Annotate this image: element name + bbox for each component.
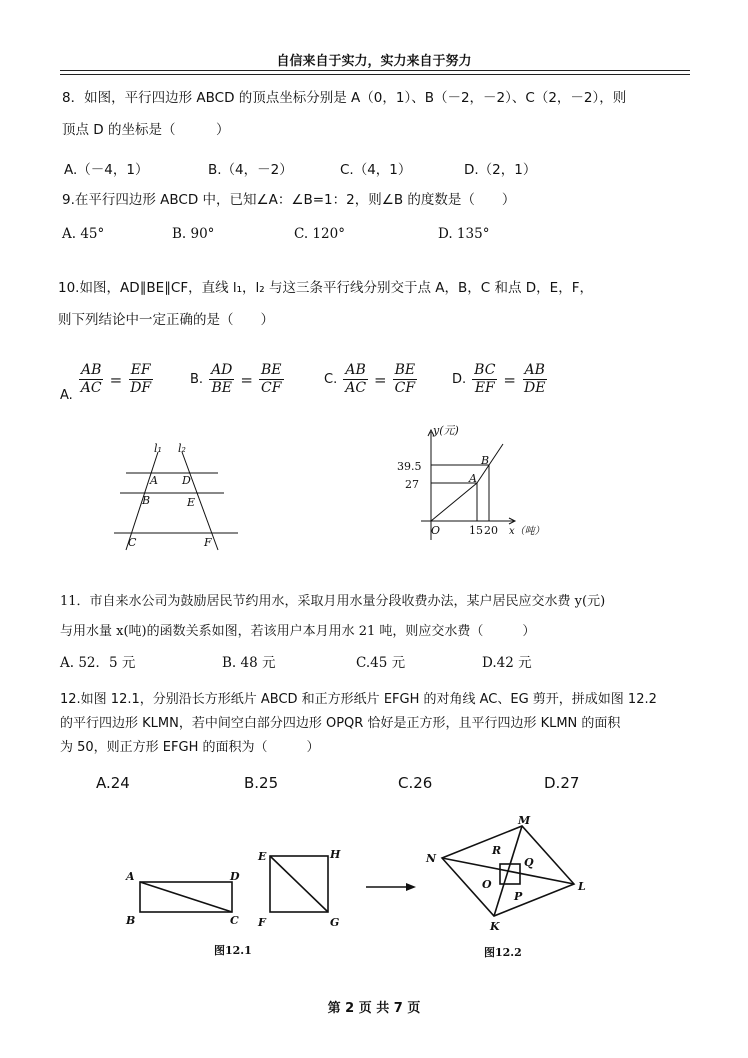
point-n-label: N <box>426 852 437 865</box>
y-axis-label: y(元) <box>433 424 459 437</box>
q11-option-a: A. 52．5 元 <box>60 655 136 671</box>
point-c-label: C <box>128 536 137 549</box>
q11-line2: 与用水量 x(吨)的函数关系如图，若该用户本月用水 21 吨，则应交水费（ ） <box>60 624 536 639</box>
header-rule-thin <box>60 74 690 75</box>
fraction-denominator: EF <box>474 380 495 396</box>
figure-12-1-caption: 图12.1 <box>214 944 252 957</box>
label-l1: l₁ <box>154 442 162 455</box>
q8-line1: 8．如图，平行四边形 ABCD 的顶点坐标分别是 A（0，1）、B（－2，－2）、C（2，－2），则 <box>62 90 627 106</box>
q11-water-fee-graph <box>395 420 545 550</box>
fraction-numerator: BE <box>260 362 282 378</box>
equals-sign: = <box>374 370 387 389</box>
point-a-label: A <box>126 870 135 883</box>
q10-option-a-left-fraction <box>79 362 104 397</box>
q12-figure-12-1 <box>118 842 352 960</box>
q9-option-c: C. 120° <box>294 226 345 242</box>
point-f-label: F <box>258 916 266 929</box>
fraction-numerator: BE <box>394 362 416 378</box>
equals-sign: = <box>109 370 123 389</box>
q9-text: 9.在平行四边形 ABCD 中，已知∠A：∠B=1：2，则∠B 的度数是（ ） <box>62 192 516 208</box>
point-a-label: A <box>469 472 477 485</box>
q12-option-a: A.24 <box>96 774 130 792</box>
q10-option-b-left-fraction <box>209 362 234 397</box>
point-f-label: F <box>204 536 212 549</box>
q12-option-c: C.26 <box>398 774 433 792</box>
fraction-numerator: AB <box>345 362 366 378</box>
point-p-label: P <box>514 890 523 903</box>
q10-option-a-right-fraction <box>128 362 153 397</box>
fraction-denominator: AC <box>345 380 367 396</box>
point-k-label: K <box>490 920 500 933</box>
q11-option-b: B. 48 元 <box>222 655 276 671</box>
q10-option-b-right-fraction <box>259 362 284 397</box>
q10-parallel-lines-figure <box>112 440 252 555</box>
fraction-numerator: AB <box>524 362 545 378</box>
point-h-label: H <box>330 848 341 861</box>
point-d-label: D <box>230 870 240 883</box>
fraction-denominator: DF <box>130 380 152 396</box>
equals-sign: = <box>240 370 253 389</box>
q8-option-b: B.（4，－2） <box>208 162 293 178</box>
q12-option-d: D.27 <box>544 774 580 792</box>
x-tick-20: 20 <box>484 524 498 537</box>
origin-label: O <box>431 524 441 537</box>
segment-oa <box>431 483 477 521</box>
label-l2: l₂ <box>178 442 186 455</box>
fraction-numerator: EF <box>130 362 151 378</box>
q10-option-c-label: C. <box>324 372 338 387</box>
q8-option-a: A.（－4，1） <box>64 162 149 178</box>
segment-b-beyond <box>489 444 503 465</box>
q10-line1: 10.如图，AD∥BE∥CF，直线 l₁，l₂ 与这三条平行线分别交于点 A，B，C 和点 D，E，F， <box>58 280 593 296</box>
q10-option-a <box>60 362 153 403</box>
q12-line3: 为 50，则正方形 EFGH 的面积为（ ） <box>60 740 320 755</box>
q12-line1: 12.如图 12.1，分别沿长方形纸片 ABCD 和正方形纸片 EFGH 的对角线 AC、EG 剪开，拼成如图 12.2 <box>60 692 657 707</box>
y-tick-39-5: 39.5 <box>397 460 422 473</box>
q12-line2: 的平行四边形 KLMN，若中间空白部分四边形 OPQR 恰好是正方形，且平行四边形 KLMN 的面积 <box>60 716 621 731</box>
equals-sign: = <box>503 370 516 389</box>
q10-option-b-label: B. <box>190 372 204 387</box>
q10-option-c-right-fraction <box>393 362 418 397</box>
q10-option-a-label: A. <box>60 388 73 403</box>
y-tick-27: 27 <box>405 478 419 491</box>
fraction-numerator: AB <box>81 362 102 378</box>
q10-option-d-left-fraction <box>472 362 497 397</box>
point-b-label: B <box>481 454 490 467</box>
point-l-label: L <box>578 880 586 893</box>
point-d-label: D <box>182 474 191 487</box>
point-e-label: E <box>258 850 267 863</box>
q11-option-c: C.45 元 <box>356 655 406 671</box>
fraction-numerator: BC <box>474 362 496 378</box>
q9-option-a: A. 45° <box>62 226 105 242</box>
page-number-footer: 第 2 页 共 7 页 <box>327 1001 421 1016</box>
diagonal-ac <box>140 882 232 912</box>
x-axis-label: x（吨） <box>509 526 545 537</box>
page-header-motto: 自信来自于实力，实力来自于努力 <box>276 54 472 69</box>
point-r-label: R <box>492 844 502 857</box>
q10-option-c-left-fraction <box>343 362 368 397</box>
q10-option-d <box>452 362 547 397</box>
transform-arrow-icon <box>364 880 420 894</box>
point-e-label: E <box>187 496 196 509</box>
point-b-label: B <box>126 914 136 927</box>
q11-option-d: D.42 元 <box>482 655 532 671</box>
x-tick-15: 15 <box>469 524 483 537</box>
segment-ab <box>477 465 489 483</box>
q10-option-d-right-fraction <box>522 362 547 397</box>
q9-option-b: B. 90° <box>172 226 215 242</box>
diagonal-eg <box>270 856 328 912</box>
q10-option-d-label: D. <box>452 372 467 387</box>
fraction-numerator: AD <box>211 362 233 378</box>
q9-option-d: D. 135° <box>438 226 490 242</box>
point-a-label: A <box>150 474 158 487</box>
point-g-label: G <box>330 916 340 929</box>
point-c-label: C <box>230 914 239 927</box>
point-m-label: M <box>518 814 531 827</box>
q12-figure-12-2 <box>420 812 600 964</box>
figure-12-2-caption: 图12.2 <box>484 946 522 959</box>
fraction-denominator: CF <box>261 380 282 396</box>
q12-option-b: B.25 <box>244 774 279 792</box>
q8-option-c: C.（4，1） <box>340 162 412 178</box>
point-b-label: B <box>142 494 151 507</box>
q8-line2: 顶点 D 的坐标是（ ） <box>62 122 230 138</box>
fraction-denominator: DE <box>524 380 546 396</box>
q10-line2: 则下列结论中一定正确的是（ ） <box>58 312 274 328</box>
fraction-denominator: CF <box>394 380 416 396</box>
q10-option-b <box>190 362 284 397</box>
point-o-label: O <box>482 878 492 891</box>
fraction-denominator: BE <box>211 380 232 396</box>
q8-option-d: D.（2，1） <box>464 162 537 178</box>
fraction-denominator: AC <box>80 380 102 396</box>
point-q-label: Q <box>524 856 534 869</box>
q10-option-c <box>324 362 417 397</box>
header-rule <box>60 70 690 71</box>
q11-line1: 11．市自来水公司为鼓励居民节约用水，采取月用水量分段收费办法，某户居民应交水费 y(元) <box>60 594 606 609</box>
